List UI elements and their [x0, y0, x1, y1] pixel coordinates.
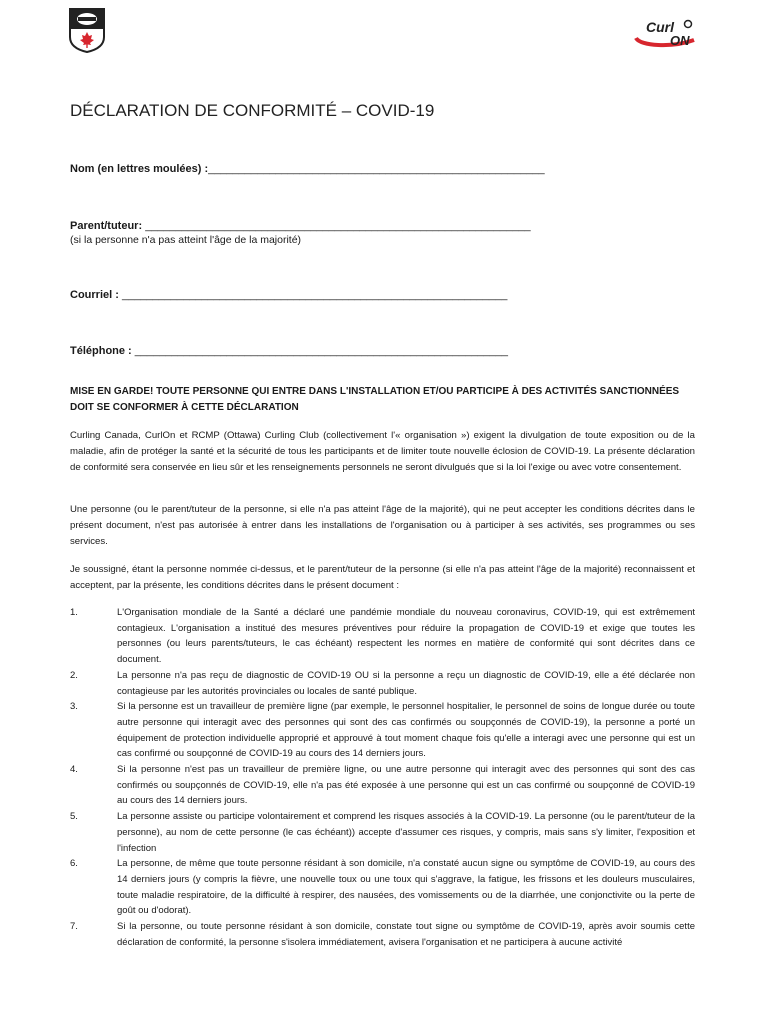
phone-line[interactable]: _____________________________________________________________	[134, 345, 508, 357]
list-item	[70, 762, 695, 809]
warning-heading: MISE EN GARDE! TOUTE PERSONNE QUI ENTRE DANS L'INSTALLATION ET/OU PARTICIPE À DES ACTIVITÉS SANCTIONNÉES DOIT SE CONFORMER À CETTE DÉCLARATION	[70, 386, 680, 413]
svg-text:Curl: Curl	[646, 19, 674, 35]
email-field[interactable]	[70, 289, 507, 301]
list-item	[70, 668, 695, 699]
list-item	[70, 809, 695, 856]
conditions-list	[70, 605, 695, 950]
list-item	[70, 919, 695, 950]
item-text: Si la personne, ou toute personne résidant à son domicile, constate tout signe ou symptôme de COVID-19, après avoir soumis cette déclaration de conformité, la personne s'isolera immédiatement, avisera l'organisation et ne participera à aucune activité	[117, 921, 695, 948]
document-title: DÉCLARATION DE CONFORMITÉ – COVID-19	[70, 101, 435, 120]
paragraph-intro: Curling Canada, CurlOn et RCMP (Ottawa) Curling Club (collectivement l'« organisation ») exigent la divulgation de toute exposition ou de la maladie, afin de protéger la santé et la sécurité de tous les participants et de limiter toute nouvelle éclosion de COVID-19. La présente déclaration de conformité sera conservée en lieu sûr et les renseignements personnels ne seront divulgués que si la loi l'exige ou avec votre consentement.	[70, 430, 695, 474]
curlon-logo	[632, 18, 702, 48]
list-item	[70, 605, 695, 668]
item-number: 3.	[70, 701, 78, 713]
item-number: 1.	[70, 607, 78, 618]
email-line[interactable]: _______________________________________________________________	[121, 289, 508, 301]
parent-line[interactable]: _______________________________________________________________	[145, 220, 531, 232]
item-text: Si la personne est un travailleur de première ligne (par exemple, le personnel hospitalier, le personnel de soins de longue durée ou toute autre personne qui interagit avec des personnes qui sont des cas confirmés ou soupçonnés de COVID-19), la personne a porté un équipement de protection individuelle approprié et approuvé à tout moment chaque fois qu'elle a interagi avec une personne qui est un cas confirmé ou soupçonné de COVID-19 au cours des 14 derniers jours.	[117, 701, 695, 760]
paragraph-conditions: Une personne (ou le parent/tuteur de la personne, si elle n'a pas atteint l'âge de la majorité), qui ne peut accepter les conditions décrites dans le présent document, n'est pas autorisée à entrer dans les installations de l'organisation ou à participer à ses activités, ses programmes ou ses services.	[70, 504, 695, 548]
item-number: 4.	[70, 764, 78, 776]
item-text: La personne assiste ou participe volontairement et comprend les risques associés à la COVID-19. La personne (ou le parent/tuteur de la personne), au nom de cette personne (le cas échéant)) accepte d'assumer ces risques, y compris, mais sans s'y limiter, l'exposition et l'infection	[117, 811, 695, 854]
item-number: 6.	[70, 858, 78, 870]
curling-canada-crest-logo	[68, 7, 106, 53]
name-label: Nom (en lettres moulées) :	[70, 163, 209, 175]
phone-field[interactable]	[70, 345, 508, 357]
item-text: L'Organisation mondiale de la Santé a déclaré une pandémie mondiale du nouveau coronavirus, COVID-19, qui est extrêmement contagieux. L'organisation a institué des mesures préventives pour réduire la propagation de COVID-19 et exige que toutes les personnes (ou leurs parents/tuteurs, le cas échéant) respectent les normes en matière de conformité qui sont décrites dans ce document.	[117, 607, 695, 666]
email-label: Courriel :	[70, 289, 119, 301]
name-line[interactable]: _______________________________________________________	[208, 163, 545, 175]
phone-label: Téléphone :	[70, 345, 132, 357]
item-text: Si la personne n'est pas un travailleur de première ligne, ou une autre personne qui interagit avec des personnes qui sont des cas confirmés ou soupçonnés de COVID-19, elle n'a pas été exposée à une personne qui est un cas confirmé ou soupçonné de COVID-19 au cours des 14 derniers jours.	[117, 764, 695, 807]
list-item	[70, 856, 695, 919]
item-text: La personne, de même que toute personne résidant à son domicile, n'a constaté aucun signe ou symptôme de COVID-19, au cours des 14 derniers jours (y compris la fièvre, une nouvelle toux ou une toux qui s'aggrave, la fatigue, les frissons et les douleurs musculaires, toute maladie respiratoire, de la difficulté à respirer, des nausées, des vomissements ou de la diarrhée, une conjonctivite ou la perte de goût ou d'odorat).	[117, 858, 695, 917]
list-item	[70, 699, 695, 762]
svg-text:ON: ON	[670, 33, 690, 48]
item-number: 5.	[70, 811, 78, 823]
item-number: 2.	[70, 669, 78, 681]
paragraph-undersigned: Je soussigné, étant la personne nommée ci-dessus, et le parent/tuteur de la personne (si elle n'a pas atteint l'âge de la majorité) reconnaissent et acceptent, par la présente, les conditions décrites dans le présent document :	[70, 564, 695, 592]
parent-note: (si la personne n'a pas atteint l'âge de la majorité)	[70, 234, 302, 246]
parent-label: Parent/tuteur:	[70, 220, 143, 232]
item-text: La personne n'a pas reçu de diagnostic de COVID-19 OU si la personne a reçu un diagnostic de COVID-19, elle a été déclarée non contagieuse par les autorités provinciales ou locales de santé publique.	[117, 669, 695, 697]
item-number: 7.	[70, 921, 78, 933]
name-field[interactable]	[70, 163, 545, 175]
parent-field[interactable]	[70, 220, 531, 232]
